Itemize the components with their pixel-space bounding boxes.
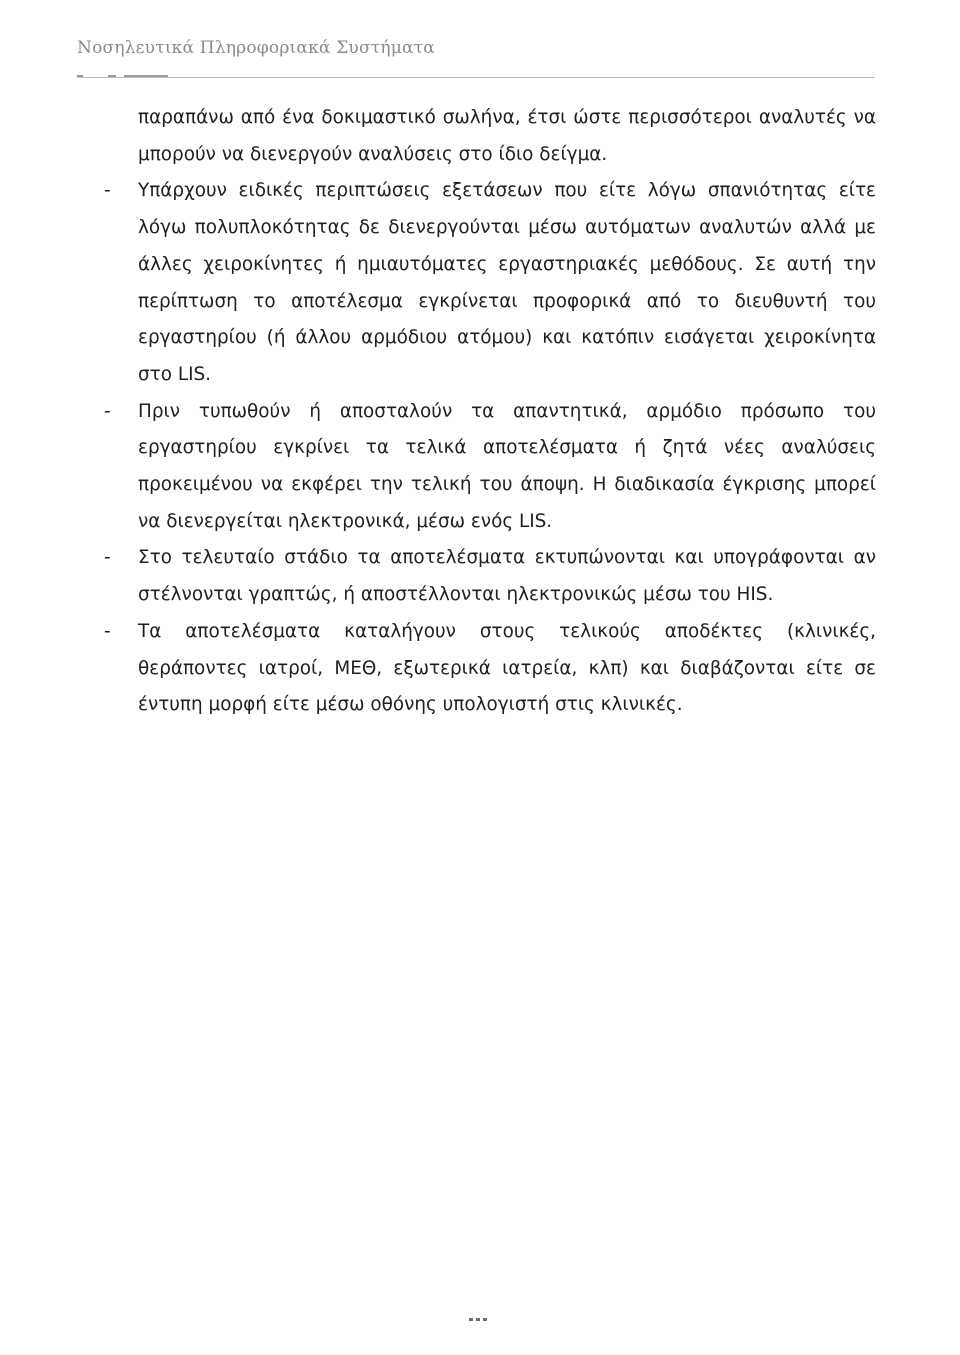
footer-mark (469, 1318, 487, 1321)
intro-paragraph: παραπάνω από ένα δοκιμαστικό σωλήνα, έτσι ώστε περισσότεροι αναλυτές να μπορούν να διενεργούν αναλύσεις στο ίδιο δείγμα. (138, 107, 876, 165)
list-item (104, 540, 876, 613)
list-item-text: Υπάρχουν ειδικές περιπτώσεις εξετάσεων που είτε λόγω σπανιότητας είτε λόγω πολυπλοκότητας δε διενεργούνται μέσω αυτόματων αναλυτών αλλά με άλλες χειροκίνητες ή ημιαυτόματες εργαστηριακές μεθόδους. Σε αυτή την περίπτωση το αποτέλεσμα εγκρίνεται προφορικά από το διευθυντή του εργαστηρίου (ή άλλου αρμόδιου ατόμου) και κατόπιν εισάγεται χειροκίνητα στο LIS. (138, 180, 876, 385)
bullet-dash: - (104, 180, 111, 202)
bullet-dash: - (104, 400, 111, 422)
list-item-text: Πριν τυπωθούν ή αποσταλούν τα απαντητικά, αρμόδιο πρόσωπο του εργαστηρίου εγκρίνει τα τελικά αποτελέσματα ή ζητά νέες αναλύσεις προκειμένου να εκφέρει την τελική του άποψη. Η διαδικασία έγκρισης μπορεί να διενεργείται ηλεκτρονικά, μέσω ενός LIS. (138, 400, 876, 532)
list-item (104, 394, 876, 541)
list-item (104, 173, 876, 393)
bullet-dash: - (104, 547, 111, 569)
header-rule (77, 77, 875, 78)
bullet-dash: - (104, 620, 111, 642)
list-item (104, 614, 876, 724)
running-header: Νοσηλευτικά Πληροφοριακά Συστήματα (77, 38, 435, 58)
body-text (104, 100, 876, 724)
list-item-text: Τα αποτελέσματα καταλήγουν στους τελικούς αποδέκτες (κλινικές, θεράποντες ιατροί, ΜΕΘ, εξωτερικά ιατρεία, κλπ) και διαβάζονται είτε σε έντυπη μορφή είτε μέσω οθόνης υπολογιστή στις κλινικές. (138, 620, 876, 716)
list-item-text: Στο τελευταίο στάδιο τα αποτελέσματα εκτυπώνονται και υπογράφονται αν στέλνονται γραπτώς, ή αποστέλλονται ηλεκτρονικώς μέσω του HIS. (138, 547, 876, 606)
